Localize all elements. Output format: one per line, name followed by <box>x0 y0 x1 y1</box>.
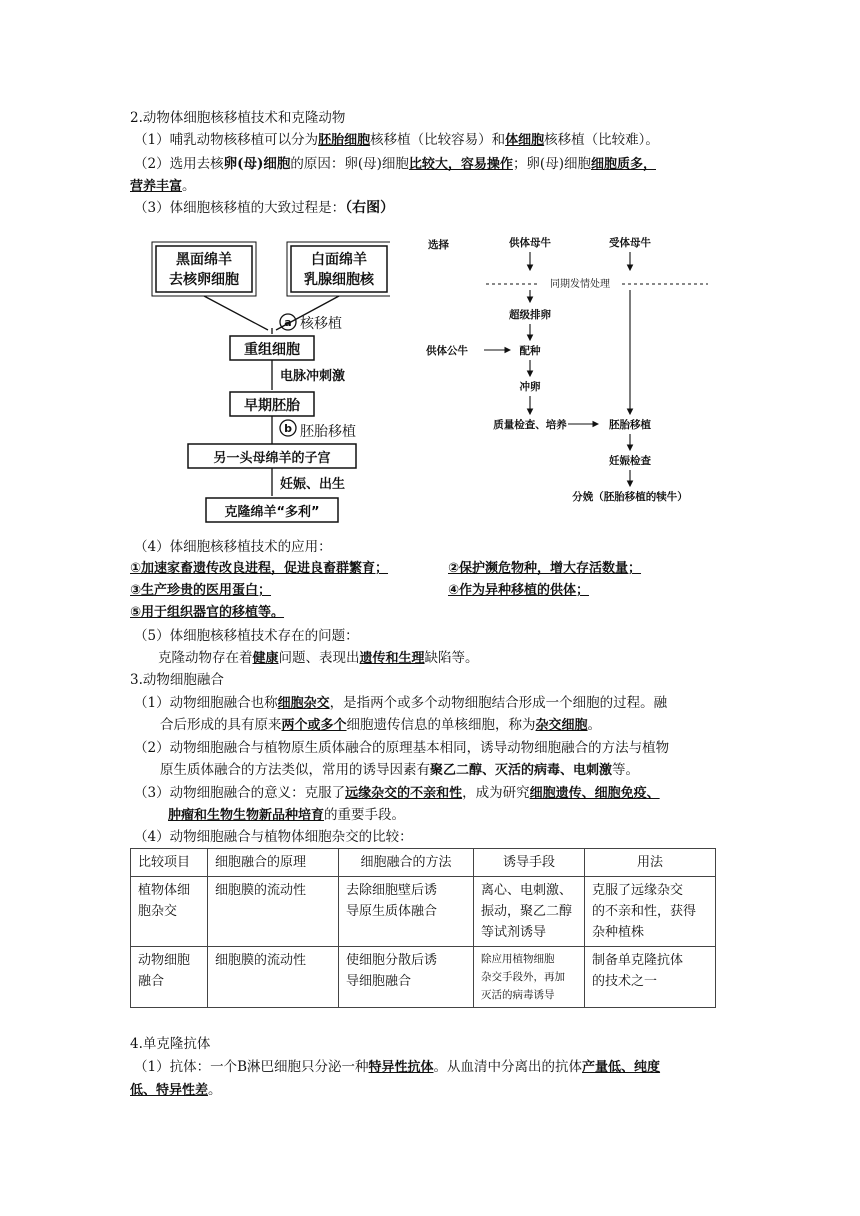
section-3-heading: 3.动物细胞融合 <box>130 672 224 688</box>
table-cell: 植物体细 胞杂交 <box>131 877 208 947</box>
application-2: ②保护濒危物种，增大存活数量； <box>448 561 642 576</box>
s2-paragraph-2: （2）选用去核卵(母)细胞的原因：卵(母)细胞比较大，容易操作；卵(母)细胞细胞质多， <box>134 156 656 172</box>
s3-paragraph-2: （2）动物细胞融合与植物原生质体融合的原理基本相同，诱导动物细胞融合的方法与植物 <box>134 740 670 756</box>
label-b: b <box>284 422 292 435</box>
label-quality: 质量检查、培养 <box>493 419 567 431</box>
table-cell: 去除细胞壁后诱 导原生质体融合 <box>339 877 474 947</box>
table-header: 比较项目 <box>131 849 208 877</box>
table-cell: 克服了远缘杂交 的不亲和性，获得 杂种植株 <box>585 877 716 947</box>
table-cell: 离心、电刺激、 振动，聚乙二醇 等试剂诱导 <box>474 877 585 947</box>
s3-paragraph-2-cont: 原生质体融合的方法类似，常用的诱导因素有聚乙二醇、灭活的病毒、电刺激等。 <box>160 762 640 778</box>
box2-line1: 白面绵羊 <box>311 252 367 268</box>
s2-paragraph-5b: 克隆动物存在着健康问题、表现出遗传和生理缺陷等。 <box>158 650 479 666</box>
s4-paragraph-1-cont: 低、特异性差。 <box>130 1082 222 1098</box>
table-cell: 使细胞分散后诱 导细胞融合 <box>339 947 474 1008</box>
svg-text:克隆绵羊“多利”: 克隆绵羊“多利” <box>224 505 320 520</box>
box1-line1: 黑面绵羊 <box>176 252 232 268</box>
s4-paragraph-1: （1）抗体：一个B淋巴细胞只分泌一种特异性抗体。从血清中分离出的抗体产量低、纯度 <box>134 1059 661 1075</box>
label-superovulation: 超级排卵 <box>509 309 551 321</box>
table-cell: 细胞膜的流动性 <box>208 877 339 947</box>
label-pregnancy: 妊娠检查 <box>609 455 651 467</box>
label-nuclear-transfer: 核移植 <box>300 316 342 332</box>
table-header: 细胞融合的原理 <box>208 849 339 877</box>
label-donor-cow: 供体母牛 <box>509 237 551 249</box>
label-mating: 配种 <box>519 345 541 357</box>
label-electric-shock: 电脉冲刺激 <box>280 369 346 384</box>
label-calving: 分娩（胚胎移植的犊牛） <box>572 491 688 503</box>
box1-line2: 去核卵细胞 <box>169 272 239 288</box>
embryo-transfer-diagram <box>418 232 718 512</box>
s3-paragraph-3: （3）动物细胞融合的意义：克服了远缘杂交的不亲和性，成为研究细胞遗传、细胞免疫、 <box>134 785 660 801</box>
label-transfer: 胚胎移植 <box>609 419 651 431</box>
label-sync: 同期发情处理 <box>550 279 610 290</box>
application-1: ①加速家畜遗传改良进程，促进良畜群繁育； <box>130 561 389 576</box>
s2-paragraph-5: （5）体细胞核移植技术存在的问题： <box>134 628 359 644</box>
svg-text:另一头母绵羊的子宫: 另一头母绵羊的子宫 <box>213 451 331 466</box>
label-donor-bull: 供体公牛 <box>426 345 468 357</box>
application-4: ④作为异种移植的供体； <box>448 583 590 598</box>
table-header: 细胞融合的方法 <box>339 849 474 877</box>
table-cell: 制备单克隆抗体 的技术之一 <box>585 947 716 1008</box>
table-cell: 细胞膜的流动性 <box>208 947 339 1008</box>
application-5: ⑤用于组织器官的移植等。 <box>130 605 285 620</box>
label-select: 选择 <box>428 239 449 251</box>
s2-paragraph-2-cont: 营养丰富。 <box>130 178 196 194</box>
table-row <box>131 947 716 1008</box>
table-header-row <box>131 849 716 877</box>
s2-paragraph-3: （3）体细胞核移植的大致过程是：（右图） <box>134 200 395 216</box>
section-4-heading: 4.单克隆抗体 <box>130 1036 211 1052</box>
table-cell: 动物细胞 融合 <box>131 947 208 1008</box>
label-flush: 冲卵 <box>519 381 541 393</box>
comparison-table <box>130 848 716 1008</box>
s2-paragraph-1: （1）哺乳动物核移植可以分为胚胎细胞核移植（比较容易）和体细胞核移植（比较难）。 <box>134 132 659 148</box>
section-2-heading: 2.动物体细胞核移植技术和克隆动物 <box>130 110 346 126</box>
s2-paragraph-4: （4）体细胞核移植技术的应用： <box>134 539 332 555</box>
label-a: a <box>284 316 292 329</box>
s3-paragraph-4: （4）动物细胞融合与植物体细胞杂交的比较： <box>134 829 413 845</box>
table-cell: 除应用植物细胞 杂交手段外，再加 灭活的病毒诱导 <box>474 947 585 1008</box>
table-row <box>131 877 716 947</box>
s3-paragraph-3-cont: 肿瘤和生物生物新品种培育的重要手段。 <box>168 807 406 823</box>
box2-line2: 乳腺细胞核 <box>304 272 374 288</box>
label-recipient-cow: 受体母牛 <box>609 237 651 249</box>
s3-paragraph-1: （1）动物细胞融合也称细胞杂交，是指两个或多个动物细胞结合形成一个细胞的过程。融 <box>134 695 668 711</box>
svg-text:重组细胞: 重组细胞 <box>244 342 300 358</box>
svg-text:早期胚胎: 早期胚胎 <box>244 398 300 414</box>
table-header: 诱导手段 <box>474 849 585 877</box>
label-embryo-transfer: 胚胎移植 <box>300 424 356 440</box>
nuclear-transfer-diagram <box>150 238 390 528</box>
application-3: ③生产珍贵的医用蛋白； <box>130 583 272 598</box>
s3-paragraph-1-cont: 合后形成的具有原来两个或多个细胞遗传信息的单核细胞，称为杂交细胞。 <box>160 717 602 733</box>
label-birth: 妊娠、出生 <box>280 477 346 492</box>
table-header: 用法 <box>585 849 716 877</box>
